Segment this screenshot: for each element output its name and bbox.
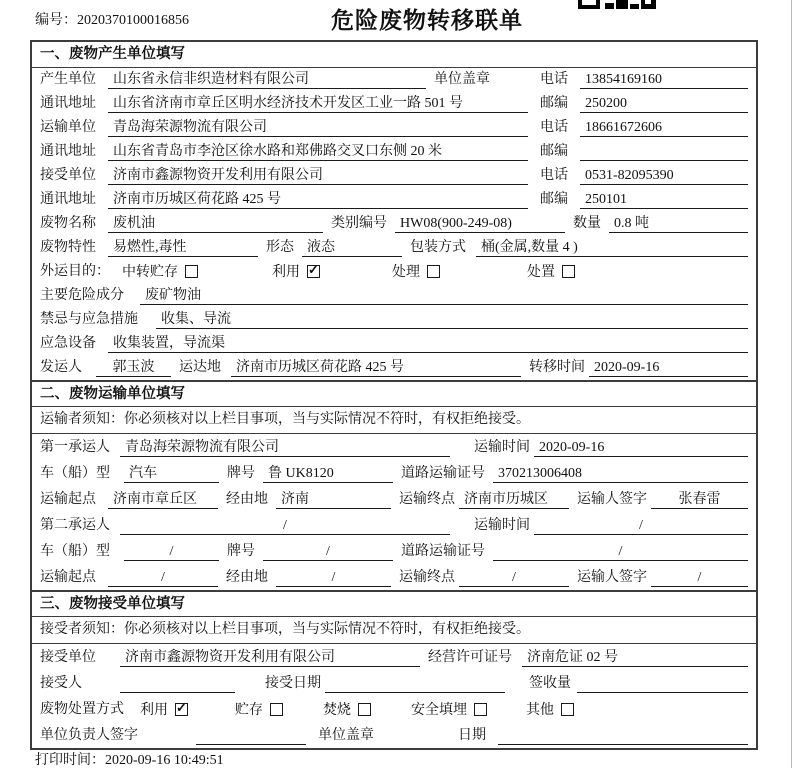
zip-label: 邮编 xyxy=(540,95,568,111)
characteristics-label: 废物特性 xyxy=(40,239,96,255)
recipient-row xyxy=(32,670,756,696)
origin-value: 济南市章丘区 xyxy=(108,490,218,509)
transport-time-value: / xyxy=(534,516,748,535)
transport-time-label: 运输时间 xyxy=(474,517,530,533)
print-time-value: 2020-09-16 10:49:51 xyxy=(105,753,224,768)
carrier2-label: 第二承运人 xyxy=(40,517,110,533)
plate-value: / xyxy=(263,542,393,561)
disposal-option-incinerate xyxy=(323,700,411,719)
zip-value: 250200 xyxy=(580,94,748,113)
packaging-value: 桶(金属,数量 4 ) xyxy=(476,238,748,257)
terminal-label: 运输终点 xyxy=(399,491,455,507)
road-permit-value: / xyxy=(493,542,748,561)
transporter-zip-field xyxy=(540,142,748,161)
plate-label: 牌号 xyxy=(227,465,255,481)
license-value: 济南危证 02 号 xyxy=(522,648,748,667)
measures-value: 收集、导流 xyxy=(156,310,748,329)
transport-time-label: 运输时间 xyxy=(474,439,530,455)
checkbox-icon xyxy=(562,265,575,278)
purpose-option-dispose xyxy=(527,262,575,281)
producer-address-row xyxy=(32,92,756,116)
category-label: 类别编号 xyxy=(331,215,387,231)
disposal-option-utilize xyxy=(140,700,235,719)
hazard-component-row xyxy=(32,284,756,308)
transporter-label: 运输单位 xyxy=(40,119,96,135)
section-transporter xyxy=(32,380,756,590)
vehicle-label: 车（船）型 xyxy=(40,543,110,559)
date-label: 日期 xyxy=(458,727,486,743)
disposal-option-other xyxy=(526,700,574,719)
checkbox-icon xyxy=(561,703,574,716)
zip-value: 250101 xyxy=(580,190,748,209)
address-label: 通讯地址 xyxy=(40,191,96,207)
phone-label: 电话 xyxy=(540,71,568,87)
option-label: 其他 xyxy=(526,703,554,718)
producer-label: 产生单位 xyxy=(40,71,96,87)
producer-value: 山东省永信非织造材料有限公司 xyxy=(108,70,426,89)
quantity-label: 数量 xyxy=(573,215,601,231)
received-qty-label: 签收量 xyxy=(529,675,571,691)
transporter-notice: 运输者须知：你必须核对以上栏目事项，当与实际情况不符时，有权拒绝接受。 xyxy=(32,407,756,434)
road-permit-label: 道路运输证号 xyxy=(401,465,485,481)
phone-value: 13854169160 xyxy=(580,70,748,89)
transfer-time-value: 2020-09-16 xyxy=(589,358,748,377)
checkbox-icon xyxy=(474,703,487,716)
address-label: 通讯地址 xyxy=(40,95,96,111)
receiver-zip-field xyxy=(540,190,748,209)
responsible-sign-label: 单位负责人签字 xyxy=(40,727,138,743)
checkbox-icon xyxy=(270,703,283,716)
received-qty-value xyxy=(577,674,748,693)
carrier-sign-label: 运输人签字 xyxy=(577,569,647,585)
page-title: 危险废物转移联单 xyxy=(331,7,523,33)
transporter-value: 青岛海荣源物流有限公司 xyxy=(108,118,528,137)
option-label: 贮存 xyxy=(235,703,263,718)
transporter-address-row xyxy=(32,140,756,164)
emergency-equipment-row xyxy=(32,332,756,356)
qr-code-fragment-icon xyxy=(578,0,656,9)
purpose-option-treat xyxy=(392,262,527,281)
carrier2-value: / xyxy=(120,516,450,535)
packaging-label: 包装方式 xyxy=(410,239,466,255)
vehicle-label: 车（船）型 xyxy=(40,465,110,481)
license-label: 经营许可证号 xyxy=(428,649,512,665)
zip-label: 邮编 xyxy=(540,191,568,207)
option-label: 利用 xyxy=(140,703,168,718)
measures-label: 禁忌与应急措施 xyxy=(40,311,138,327)
address-label: 通讯地址 xyxy=(40,143,96,159)
address-value: 山东省济南市章丘区明水经济技术开发区工业一路 501 号 xyxy=(108,94,528,113)
terminal-value: 济南市历城区 xyxy=(459,490,569,509)
document-number xyxy=(35,9,189,29)
destination-label: 运达地 xyxy=(179,359,221,375)
carrier1-label: 第一承运人 xyxy=(40,439,110,455)
hazard-label: 主要危险成分 xyxy=(40,287,124,303)
first-carrier-row xyxy=(32,434,756,460)
address-value: 济南市历城区荷花路 425 号 xyxy=(108,190,528,209)
destination-value: 济南市历城区荷花路 425 号 xyxy=(231,358,521,377)
zip-label: 邮编 xyxy=(540,143,568,159)
document-number-value: 2020370100016856 xyxy=(77,13,189,28)
receiving-unit-value: 济南市鑫源物资开发利用有限公司 xyxy=(120,648,420,667)
vehicle-value: / xyxy=(124,542,219,561)
plate-label: 牌号 xyxy=(227,543,255,559)
purpose-option-storage xyxy=(122,262,272,281)
transporter-phone-field xyxy=(540,118,748,137)
transport-time-value: 2020-09-16 xyxy=(534,438,748,457)
receiver-notice: 接受者须知：你必须核对以上栏目事项，当与实际情况不符时，有权拒绝接受。 xyxy=(32,617,756,644)
unit-seal-label: 单位盖章 xyxy=(434,71,490,87)
option-label: 利用 xyxy=(272,265,300,280)
transport-route-row-1 xyxy=(32,486,756,512)
waste-name-row xyxy=(32,212,756,236)
manifest-form-table xyxy=(30,40,758,750)
road-permit-label: 道路运输证号 xyxy=(401,543,485,559)
vehicle-type-row-2 xyxy=(32,538,756,564)
origin-label: 运输起点 xyxy=(40,491,96,507)
characteristics-value: 易燃性,毒性 xyxy=(108,238,258,257)
via-label: 经由地 xyxy=(226,569,268,585)
road-permit-value: 370213006408 xyxy=(493,464,748,483)
receiver-value: 济南市鑫源物资开发利用有限公司 xyxy=(108,166,528,185)
option-label: 中转贮存 xyxy=(122,265,178,280)
section3-title: 三、废物接受单位填写 xyxy=(32,592,756,618)
carrier-sign-value: 张春雷 xyxy=(651,490,748,509)
producer-name-row xyxy=(32,68,756,92)
category-value: HW08(900-249-08) xyxy=(395,214,565,233)
zip-value xyxy=(580,142,748,161)
receiver-phone-field xyxy=(540,166,748,185)
waste-name-value: 废机油 xyxy=(108,214,323,233)
vehicle-type-row-1 xyxy=(32,460,756,486)
hazard-value: 废矿物油 xyxy=(140,286,748,305)
via-label: 经由地 xyxy=(226,491,268,507)
receive-date-value xyxy=(325,674,505,693)
print-time-label: 打印时间： xyxy=(35,753,105,768)
terminal-label: 运输终点 xyxy=(399,569,455,585)
receiver-address-row xyxy=(32,188,756,212)
form-label: 形态 xyxy=(266,239,294,255)
disposal-option-landfill xyxy=(411,700,526,719)
section2-title: 二、废物运输单位填写 xyxy=(32,382,756,408)
page-edge-divider xyxy=(791,0,792,768)
producer-phone-field xyxy=(540,70,748,89)
option-label: 处理 xyxy=(392,265,420,280)
via-value: / xyxy=(276,568,391,587)
second-carrier-row xyxy=(32,512,756,538)
unit-seal-label: 单位盖章 xyxy=(318,727,374,743)
recipient-value xyxy=(120,674,235,693)
shipper-value: 郭玉波 xyxy=(96,358,171,377)
responsible-signature-row xyxy=(32,722,756,748)
phone-value: 0531-82095390 xyxy=(580,166,748,185)
section-receiver xyxy=(32,590,756,748)
disposal-method-row xyxy=(32,696,756,722)
form-value: 液态 xyxy=(302,238,402,257)
vehicle-value: 汽车 xyxy=(124,464,219,483)
carrier-sign-label: 运输人签字 xyxy=(577,491,647,507)
carrier-sign-value: / xyxy=(651,568,748,587)
option-label: 焚烧 xyxy=(323,703,351,718)
transfer-purpose-row xyxy=(32,260,756,284)
receiving-unit-label: 接受单位 xyxy=(40,649,96,665)
transporter-name-row xyxy=(32,116,756,140)
transfer-time-label: 转移时间 xyxy=(529,359,585,375)
emergency-measures-row xyxy=(32,308,756,332)
checkbox-checked-icon xyxy=(307,265,320,278)
option-label: 安全填埋 xyxy=(411,703,467,718)
shipper-label: 发运人 xyxy=(40,359,82,375)
checkbox-icon xyxy=(427,265,440,278)
origin-label: 运输起点 xyxy=(40,569,96,585)
address-value: 山东省青岛市李沧区徐水路和郑佛路交叉口东侧 20 米 xyxy=(108,142,528,161)
disposal-option-storage xyxy=(235,700,323,719)
option-label: 处置 xyxy=(527,265,555,280)
carrier1-value: 青岛海荣源物流有限公司 xyxy=(120,438,450,457)
disposal-label: 废物处置方式 xyxy=(40,701,124,717)
phone-label: 电话 xyxy=(540,119,568,135)
via-value: 济南 xyxy=(276,490,391,509)
receive-date-label: 接受日期 xyxy=(265,675,321,691)
terminal-value: / xyxy=(459,568,569,587)
quantity-value: 0.8 吨 xyxy=(609,214,748,233)
date-value xyxy=(498,726,748,745)
checkbox-icon xyxy=(358,703,371,716)
section-producer xyxy=(32,42,756,380)
section1-title: 一、废物产生单位填写 xyxy=(32,42,756,68)
origin-value: / xyxy=(108,568,218,587)
purpose-label: 外运目的： xyxy=(40,263,110,279)
phone-label: 电话 xyxy=(540,167,568,183)
print-time xyxy=(35,749,224,769)
waste-characteristics-row xyxy=(32,236,756,260)
transport-route-row-2 xyxy=(32,564,756,590)
recipient-label: 接受人 xyxy=(40,675,82,691)
receiving-unit-row xyxy=(32,644,756,670)
equipment-label: 应急设备 xyxy=(40,335,96,351)
responsible-sign-value xyxy=(196,726,306,745)
receiver-name-row xyxy=(32,164,756,188)
checkbox-checked-icon xyxy=(175,703,188,716)
equipment-value: 收集装置，导流渠 xyxy=(108,334,748,353)
checkbox-icon xyxy=(185,265,198,278)
shipper-row xyxy=(32,356,756,380)
waste-name-label: 废物名称 xyxy=(40,215,96,231)
plate-value: 鲁 UK8120 xyxy=(263,464,393,483)
document-number-label: 编号： xyxy=(35,13,77,28)
receiver-label: 接受单位 xyxy=(40,167,96,183)
purpose-option-utilize xyxy=(272,262,392,281)
producer-zip-field xyxy=(540,94,748,113)
phone-value: 18661672606 xyxy=(580,118,748,137)
